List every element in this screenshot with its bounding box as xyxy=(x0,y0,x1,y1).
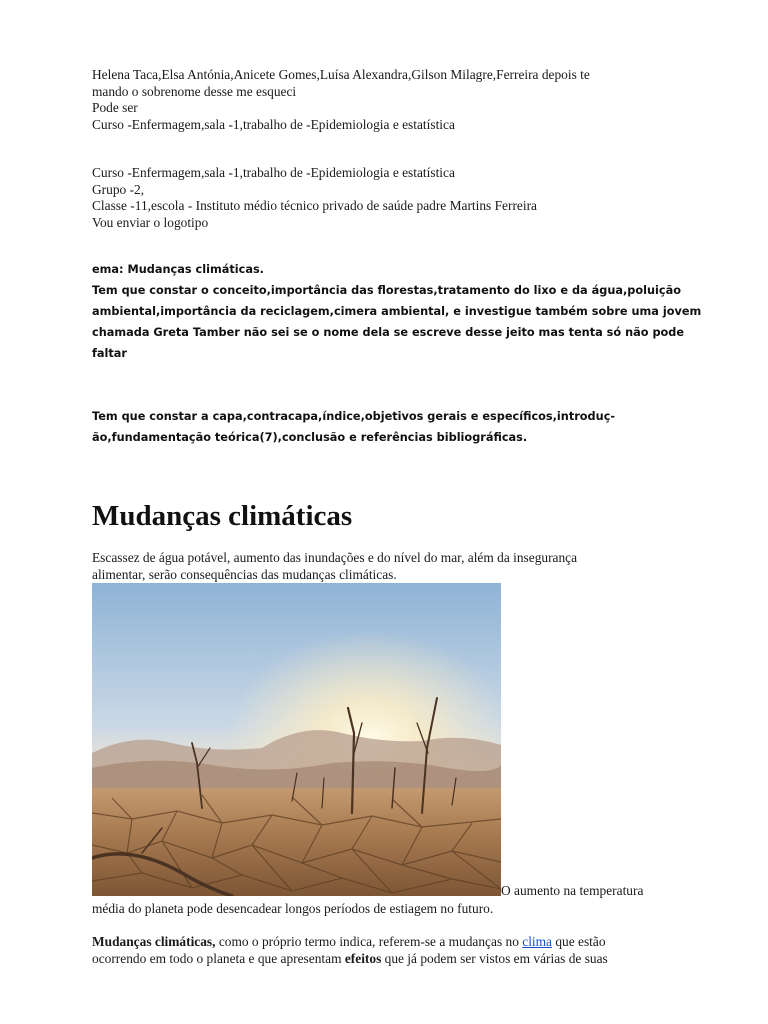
tema-line: Tem que constar o conceito,importância das florestas,tratamento do lixo e da água,poluição xyxy=(92,284,681,297)
body-term: efeitos xyxy=(344,950,382,966)
names-note xyxy=(92,67,590,133)
photo-caption-start: O aumento na temperatura xyxy=(501,883,644,898)
tema-title: ema: Mudanças climáticas. xyxy=(92,263,264,276)
body-text: como o próprio termo indica, referem-se a mudanças no xyxy=(215,934,523,949)
classe-line: Classe -11,escola - Instituto médio técnico privado de saúde padre Martins Ferreira xyxy=(92,198,537,213)
body-line xyxy=(92,934,702,951)
article-intro xyxy=(92,550,577,583)
grupo-line: Grupo -2, xyxy=(92,181,145,197)
course-details xyxy=(92,165,537,231)
pode-ser-line: Pode ser xyxy=(92,100,138,115)
logo-line: Vou enviar o logotipo xyxy=(92,214,209,230)
clima-link[interactable]: clima xyxy=(522,934,552,949)
intro-line: Escassez de água potável, aumento das inundações e do nível do mar, além da insegurança xyxy=(92,550,578,565)
tema-line: faltar xyxy=(92,347,128,360)
tema-line: ambiental,importância da reciclagem,cimera ambiental, e investigue também sobre uma jovem xyxy=(92,305,702,318)
tema-block xyxy=(92,259,701,364)
drought-photo xyxy=(92,583,501,896)
article-title: Mudanças climáticas xyxy=(92,500,353,532)
body-line xyxy=(92,951,702,968)
curso-line: Curso -Enfermagem,sala -1,trabalho de -Epidemiologia e estatística xyxy=(92,116,455,132)
intro-line: alimentar, serão consequências das mudanças climáticas. xyxy=(92,566,397,582)
drought-landscape-image xyxy=(92,583,501,896)
body-term: Mudanças climáticas, xyxy=(92,934,216,949)
photo-caption-end: média do planeta pode desencadear longos períodos de estiagem no futuro. xyxy=(92,901,494,916)
tema-line: chamada Greta Tamber não sei se o nome dela se escreve desse jeito mas tenta só não pode xyxy=(92,326,685,339)
body-text: que estão xyxy=(552,934,606,949)
body-text: que já podem ser vistos em várias de suas xyxy=(381,950,608,966)
names-line-continued: mando o sobrenome desse me esqueci xyxy=(92,83,297,99)
requirements-line: ão,fundamentação teórica(7),conclusão e referências bibliográficas. xyxy=(92,431,528,444)
article-body xyxy=(92,934,702,967)
body-text: ocorrendo em todo o planeta e que apresentam xyxy=(92,950,345,966)
curso-line: Curso -Enfermagem,sala -1,trabalho de -Epidemiologia e estatística xyxy=(92,165,455,180)
names-line: Helena Taca,Elsa Antónia,Anicete Gomes,Luísa Alexandra,Gilson Milagre,Ferreira depois te xyxy=(92,67,590,82)
requirements-block xyxy=(92,406,615,448)
requirements-line: Tem que constar a capa,contracapa,índice,objetivos gerais e específicos,introduç- xyxy=(92,410,616,423)
